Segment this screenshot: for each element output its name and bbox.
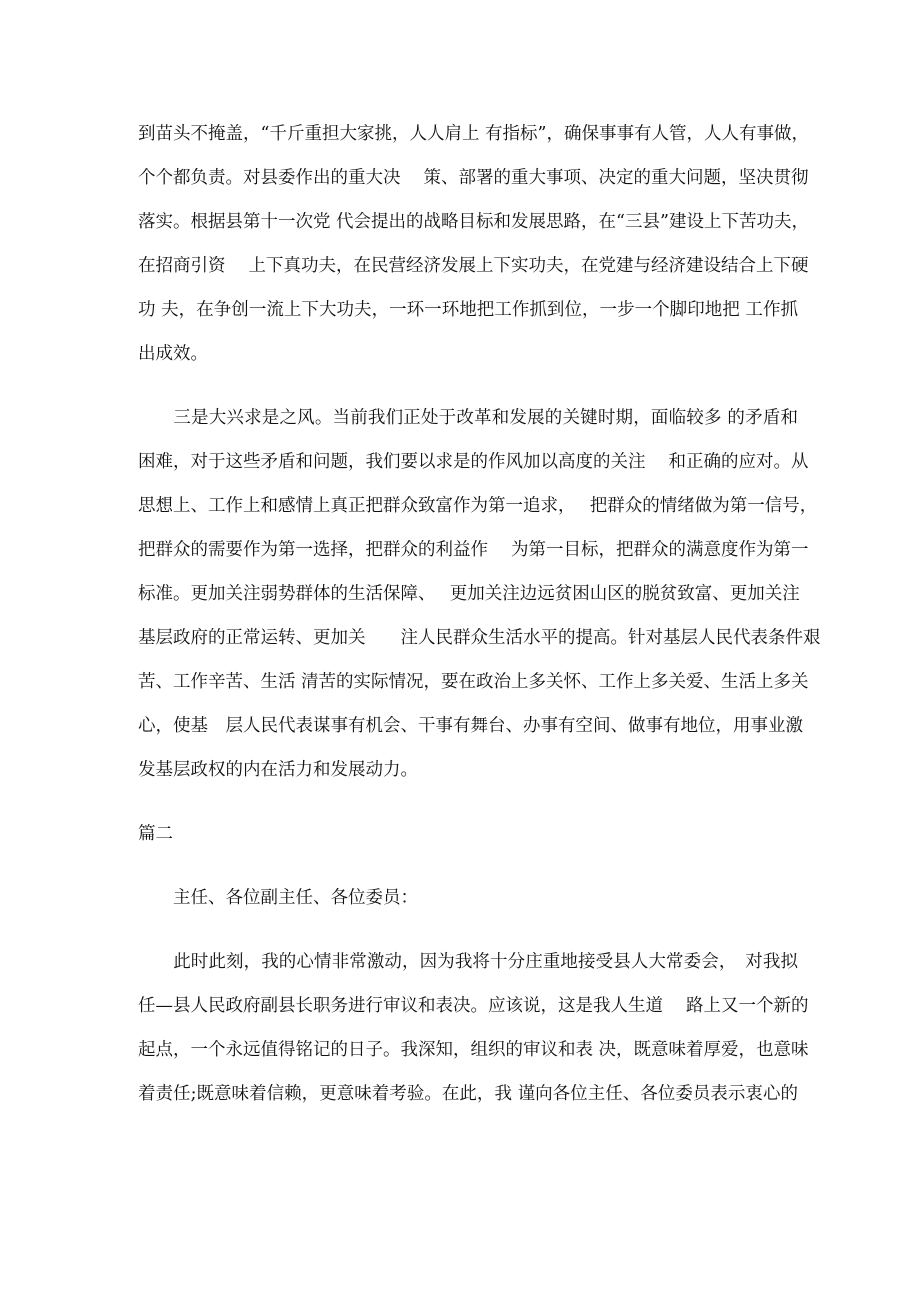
text-line: 此时此刻，我的心情非常激动，因为我将十分庄重地接受县人大常委会， 对我拟 bbox=[138, 952, 798, 972]
text-line: 个个都负责。对县委作出的重大决 策、部署的重大事项、决定的重大问题，坚决贯彻 bbox=[138, 168, 809, 188]
text-line: 在招商引资 上下真功夫，在民营经济发展上下实功夫，在党建与经济建设结合上下硬 bbox=[138, 256, 809, 276]
text-line: 苦、工作辛苦、生活 清苦的实际情况，要在政治上多关怀、工作上多关爱、生活上多关 bbox=[138, 672, 809, 692]
text-line: 功 夫，在争创一流上下大功夫，一环一环地把工作抓到位，一步一个脚印地把 工作抓 bbox=[138, 300, 798, 320]
text-line: 出成效。 bbox=[138, 344, 208, 364]
text-line: 起点，一个永远值得铭记的日子。我深知，组织的审议和表 决，既意味着厚爱，也意味 bbox=[138, 1040, 809, 1060]
text-line: 落实。根据县第十一次党 代会提出的战略目标和发展思路，在“三县”建设上下苦功夫， bbox=[138, 212, 809, 232]
text-line: 三是大兴求是之风。当前我们正处于改革和发展的关键时期，面临较多 的矛盾和 bbox=[138, 408, 798, 428]
text-line: 思想上、工作上和感情上真正把群众致富作为第一追求， 把群众的情绪做为第一信号， bbox=[138, 496, 818, 516]
text-line: 心，使基 层人民代表谋事有机会、干事有舞台、办事有空间、做事有地位，用事业激 bbox=[138, 716, 803, 736]
section-heading: 篇二 bbox=[138, 824, 173, 844]
text-line: 困难，对于这些矛盾和问题，我们要以求是的作风加以高度的关注 和正确的应对。从 bbox=[138, 452, 809, 472]
text-line: 标准。更加关注弱势群体的生活保障、 更加关注边远贫困山区的脱贫致富、更加关注 bbox=[138, 584, 800, 604]
salutation-line: 主任、各位副主任、各位委员： bbox=[138, 888, 418, 908]
text-line: 任—县人民政府副县长职务进行审议和表决。应该说，这是我人生道 路上又一个新的 bbox=[138, 996, 809, 1016]
text-line: 基层政府的正常运转、更加关 注人民群众生活水平的提高。针对基层人民代表条件艰 bbox=[138, 628, 821, 648]
text-line: 把群众的需要作为第一选择，把群众的利益作 为第一目标，把群众的满意度作为第一 bbox=[138, 540, 809, 560]
text-line: 发基层政权的内在活力和发展动力。 bbox=[138, 760, 418, 780]
text-line: 着责任;既意味着信赖，更意味着考验。在此，我 谨向各位主任、各位委员表示衷心的 bbox=[138, 1084, 798, 1104]
text-line: 到苗头不掩盖，“千斤重担大家挑，人人肩上 有指标”，确保事事有人管，人人有事做， bbox=[138, 124, 809, 144]
